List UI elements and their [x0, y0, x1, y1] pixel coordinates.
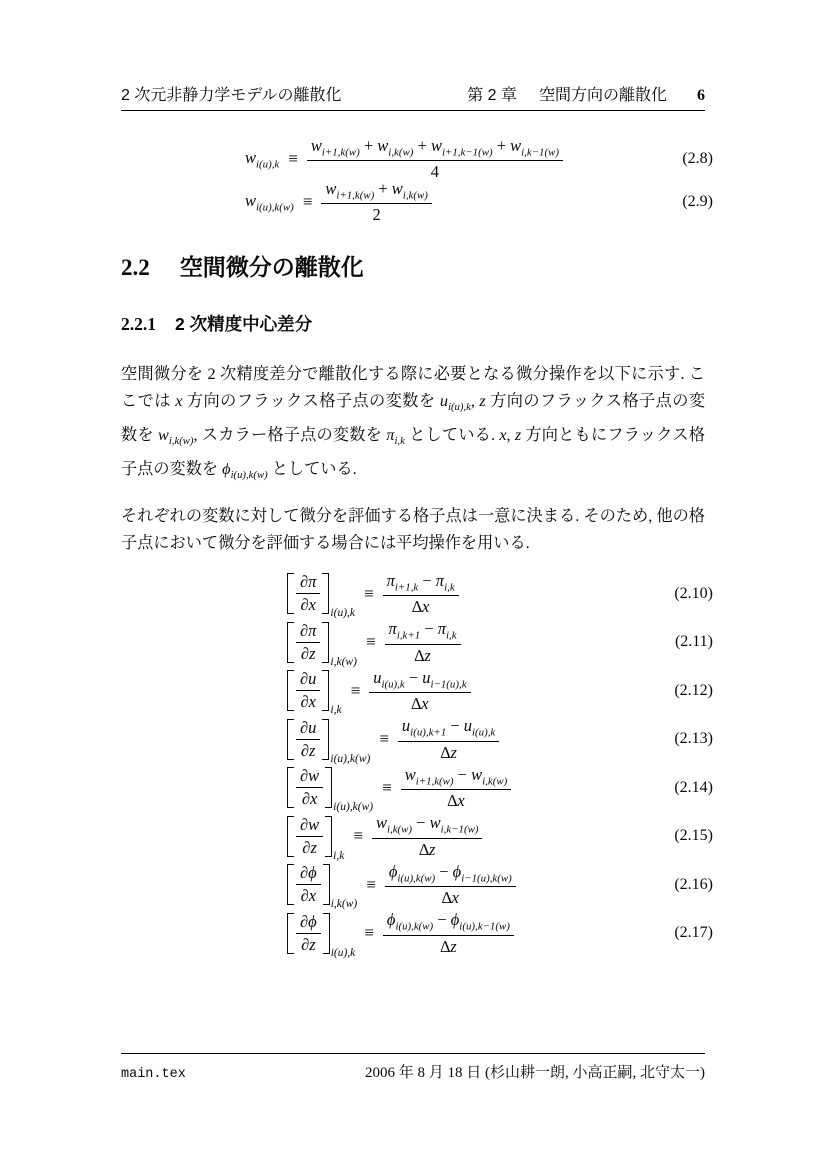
equation-number: (2.9)	[682, 192, 713, 210]
equation-content	[287, 910, 514, 959]
equation-content	[287, 570, 459, 620]
bracketed-derivative	[287, 620, 357, 668]
fraction-numerator: $w_{i+1,k(w)} - w_{i,k(w)}$	[401, 765, 512, 790]
right-bracket	[325, 816, 332, 857]
left-bracket	[287, 670, 294, 711]
left-bracket	[287, 913, 294, 954]
left-bracket	[287, 573, 294, 614]
fraction	[321, 179, 432, 225]
section-number: 2.2	[121, 255, 150, 281]
fraction-denominator: ∆x	[411, 597, 430, 617]
left-bracket	[287, 864, 294, 905]
equation-2-16	[121, 861, 713, 911]
derivative-numerator: ∂π	[296, 572, 320, 594]
derivative-denominator: ∂z	[302, 837, 317, 857]
equation-number: (2.11)	[674, 633, 713, 651]
section-heading	[121, 253, 705, 283]
right-bracket	[323, 913, 330, 954]
derivative-numerator: ∂ϕ	[296, 863, 321, 885]
equiv-symbol: ≡	[364, 583, 374, 603]
left-bracket	[287, 767, 294, 808]
equation-content	[245, 136, 563, 182]
equation-number: (2.12)	[674, 681, 713, 699]
equiv-symbol: ≡	[350, 680, 361, 700]
equation-2-14	[121, 764, 713, 814]
derivative-fraction	[296, 669, 320, 712]
fraction-numerator: $w_{i,k(w)} - w_{i,k-1(w)}$	[372, 813, 483, 838]
subsection-number: 2.2.1	[121, 313, 156, 334]
fraction	[385, 862, 516, 908]
equation-2-17	[121, 909, 713, 959]
fraction-denominator: ∆z	[418, 839, 436, 859]
equiv-symbol: ≡	[365, 632, 376, 652]
fraction-numerator: $\pi_{i,k+1} - \pi_{i,k}$	[385, 619, 461, 644]
equation-2-9	[121, 178, 713, 224]
source-filename: main.tex	[121, 1067, 186, 1082]
fraction-numerator: $u_{i(u),k+1} - u_{i(u),k}$	[398, 716, 499, 741]
fraction-denominator: ∆x	[441, 888, 459, 908]
fraction-denominator: ∆x	[411, 694, 429, 714]
page-footer-area	[121, 1053, 705, 1082]
equation-number: (2.8)	[682, 149, 713, 167]
equation-content	[287, 813, 482, 862]
averaging-equations	[121, 135, 713, 224]
equiv-symbol: ≡	[364, 923, 374, 943]
equation-lhs: $w_{i(u),k}$	[245, 147, 280, 170]
gridpoint-subscript: i(u),k	[330, 607, 356, 620]
equation-2-11	[121, 618, 713, 668]
equation-number: (2.15)	[674, 827, 713, 845]
derivative-fraction	[296, 912, 321, 955]
fraction-denominator: ∆z	[440, 936, 457, 956]
derivative-numerator: ∂π	[296, 621, 320, 643]
gridpoint-subscript: i,k	[330, 704, 342, 717]
subsection-heading	[121, 314, 705, 336]
derivative-numerator: ∂w	[296, 766, 323, 788]
page-number: 6	[697, 87, 705, 104]
fraction-denominator: 2	[372, 204, 381, 224]
fraction-numerator: $w_{i+1,k(w)} + w_{i,k(w)} + w_{i+1,k-1(w)} + w_{i,k-1(w)}$	[307, 136, 563, 161]
derivative-denominator: ∂x	[300, 595, 316, 615]
bracketed-derivative	[287, 911, 356, 959]
subsection-title: 2 次精度中心差分	[175, 313, 313, 334]
right-bracket	[322, 573, 329, 614]
derivative-numerator: ∂ϕ	[296, 912, 321, 934]
derivative-fraction	[296, 718, 320, 761]
fraction-numerator: $w_{i+1,k(w)} + w_{i,k(w)}$	[321, 179, 432, 204]
equation-content	[287, 619, 461, 668]
fraction	[372, 813, 483, 859]
equation-number: (2.16)	[674, 875, 713, 893]
section-title: 空間微分の離散化	[179, 254, 364, 281]
equiv-symbol: ≡	[382, 777, 392, 797]
right-bracket	[322, 670, 329, 711]
gridpoint-subscript: i(u),k	[330, 946, 356, 959]
equation-number: (2.10)	[674, 584, 713, 602]
footer-rule	[121, 1053, 705, 1054]
bracketed-derivative	[287, 717, 371, 765]
equiv-symbol: ≡	[366, 874, 376, 894]
derivative-denominator: ∂z	[301, 934, 316, 954]
right-bracket	[322, 622, 329, 663]
bracketed-derivative	[287, 814, 345, 862]
derivative-fraction	[296, 815, 323, 858]
gridpoint-subscript: i(u),k(w)	[330, 752, 371, 765]
equation-content	[287, 861, 516, 911]
fraction	[401, 765, 512, 811]
derivative-numerator: ∂u	[296, 718, 320, 740]
fraction	[369, 668, 470, 714]
equation-content	[287, 667, 471, 717]
derivative-denominator: ∂z	[300, 643, 316, 663]
bracketed-derivative	[287, 863, 358, 911]
equation-2-13	[121, 715, 713, 765]
gridpoint-subscript: i(u),k(w)	[333, 801, 374, 814]
equiv-symbol: ≡	[288, 148, 298, 168]
fraction-denominator: ∆x	[447, 791, 465, 811]
fraction-denominator: ∆z	[414, 645, 431, 665]
derivative-denominator: ∂x	[301, 789, 318, 809]
fraction-numerator: $u_{i(u),k} - u_{i-1(u),k}$	[369, 668, 470, 693]
derivative-denominator: ∂x	[300, 886, 317, 906]
equation-2-15	[121, 812, 713, 862]
equation-2-12	[121, 667, 713, 717]
fraction-denominator: 4	[430, 161, 440, 181]
fraction	[383, 571, 459, 617]
right-bracket	[322, 719, 329, 760]
gridpoint-subscript: i,k(w)	[330, 898, 358, 911]
paragraph-2: それぞれの変数に対して微分を評価する格子点は一意に決まる. そのため, 他の格子点において微分を評価する場合には平均操作を用いる.	[121, 506, 705, 553]
derivative-equations	[121, 570, 713, 959]
equation-number: (2.17)	[674, 924, 713, 942]
equiv-symbol: ≡	[379, 729, 389, 749]
page-footer	[121, 1061, 705, 1082]
derivative-fraction	[296, 863, 321, 906]
fraction	[385, 619, 461, 665]
header-rule	[121, 110, 705, 111]
bracketed-derivative	[287, 766, 374, 814]
paragraph-1: 空間微分を 2 次精度差分で離散化する際に必要となる微分操作を以下に示す. ここでは x 方向のフラックス格子点の変数を $u_{i(u),k}$, z 方向のフラックス格子点の変数を $w_{i,k(w)}$, スカラー格子点の変数を $\pi_{i,k}$ としている. x, z 方向ともにフラックス格子点の変数を $\phi_{i(u),k(w)}$ としている.	[121, 364, 706, 482]
right-bracket	[323, 864, 330, 905]
left-bracket	[287, 719, 294, 760]
equiv-symbol: ≡	[302, 191, 313, 211]
equation-2-8	[121, 135, 713, 181]
derivative-fraction	[296, 766, 323, 809]
derivative-denominator: ∂z	[300, 740, 316, 760]
derivative-fraction	[296, 621, 320, 664]
left-bracket	[287, 622, 294, 663]
right-bracket	[325, 767, 332, 808]
gridpoint-subscript: i,k	[333, 849, 345, 862]
equation-content	[245, 179, 432, 225]
fraction	[398, 716, 499, 762]
equation-2-10	[121, 570, 713, 620]
left-bracket	[287, 816, 294, 857]
fraction	[383, 910, 514, 956]
running-title: 2 次元非静力学モデルの離散化	[121, 87, 342, 104]
fraction-denominator: ∆z	[440, 742, 457, 762]
page-header	[121, 86, 705, 105]
fraction-numerator: $\phi_{i(u),k(w)} - \phi_{i(u),k-1(w)}$	[383, 910, 514, 935]
chapter-title: 空間方向の離散化	[538, 87, 667, 104]
derivative-fraction	[296, 572, 320, 615]
equation-content	[287, 716, 499, 765]
fraction	[307, 136, 563, 182]
equiv-symbol: ≡	[353, 826, 363, 846]
derivative-numerator: ∂u	[296, 669, 320, 691]
bracketed-derivative	[287, 572, 356, 620]
date-and-authors: 2006 年 8 月 18 日 (杉山耕一朗, 小高正嗣, 北守太一)	[365, 1065, 705, 1081]
derivative-numerator: ∂w	[296, 815, 323, 837]
chapter-header	[467, 86, 705, 105]
bracketed-derivative	[287, 669, 342, 717]
equation-lhs: $w_{i(u),k(w)}$	[245, 190, 294, 213]
gridpoint-subscript: i,k(w)	[330, 655, 357, 668]
fraction-numerator: $\phi_{i(u),k(w)} - \phi_{i-1(u),k(w)}$	[385, 862, 516, 887]
equation-number: (2.13)	[674, 730, 713, 748]
derivative-denominator: ∂x	[300, 692, 316, 712]
chapter-label: 第 2 章	[467, 87, 517, 104]
equation-number: (2.14)	[674, 778, 713, 796]
equation-content	[287, 764, 511, 814]
fraction-numerator: $\pi_{i+1,k} - \pi_{i,k}$	[383, 571, 459, 596]
